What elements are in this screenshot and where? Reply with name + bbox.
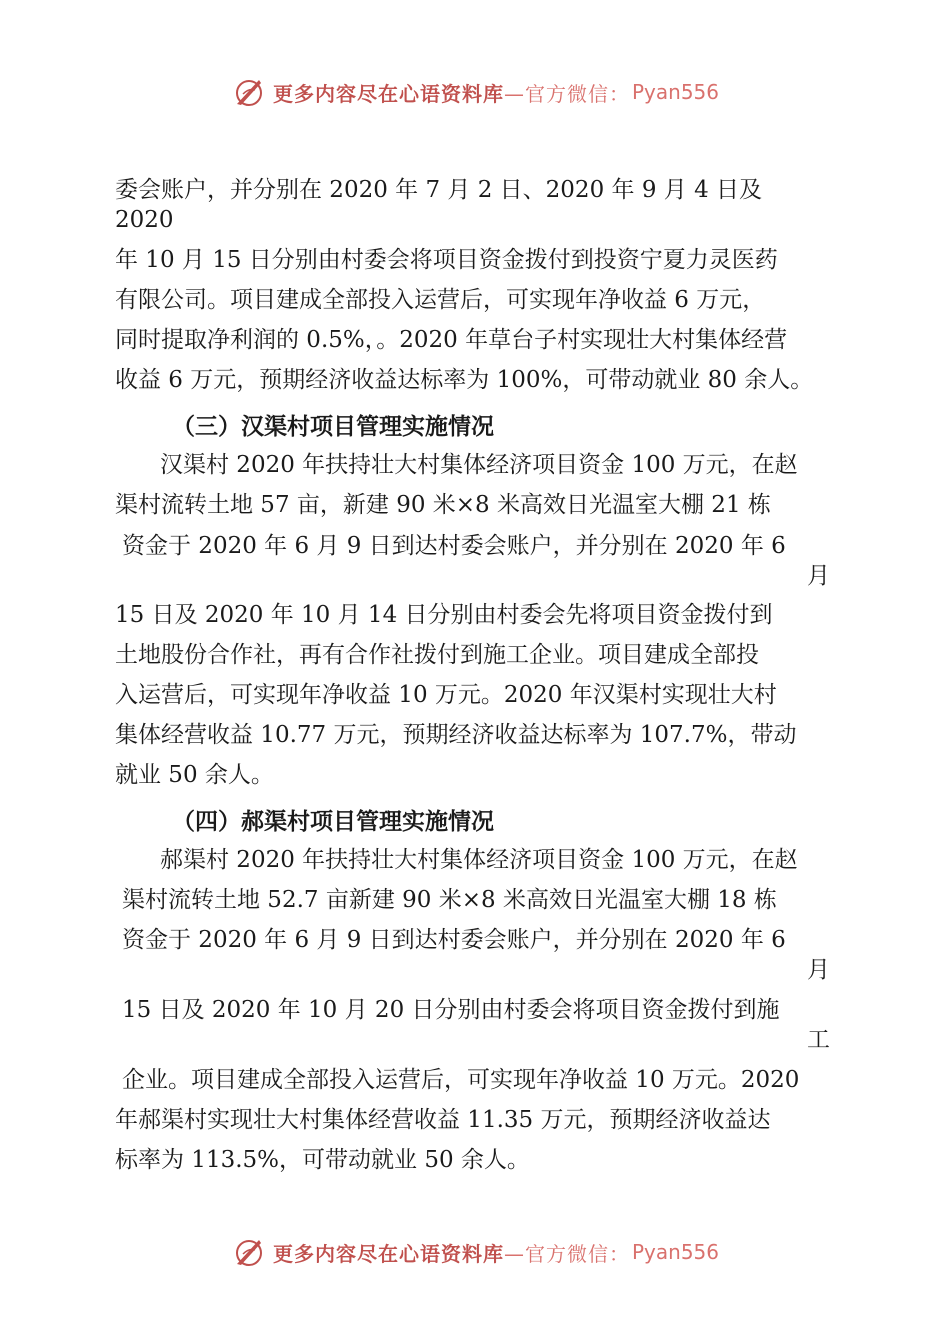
- para3-line-2: 渠村流转土地 52.7 亩新建 90 米×8 米高效日光温室大棚 18 栋: [122, 887, 777, 913]
- para1-line-4: 有限公司。项目建成全部投入运营后，可实现年净收益 6 万元，: [115, 287, 766, 313]
- banner-brand: 更多内容尽在心语资料库: [272, 81, 504, 106]
- section-heading-haoqu: （四）郝渠村项目管理实施情况: [172, 809, 494, 835]
- para2-line-3: 资金于 2020 年 6 月 9 日到达村委会账户，并分别在 2020 年 6: [122, 533, 786, 559]
- para3-line-1: 郝渠村 2020 年扶持壮大村集体经济项目资金 100 万元，在赵: [160, 847, 798, 873]
- quill-pen-logo-icon: [231, 74, 267, 110]
- para3-line-3: 资金于 2020 年 6 月 9 日到达村委会账户，并分别在 2020 年 6: [122, 927, 786, 953]
- para3-line-9: 标率为 113.5%，可带动就业 50 余人。: [115, 1147, 530, 1173]
- para3-line-5: 15 日及 2020 年 10 月 20 日分别由村委会将项目资金拨付到施: [122, 997, 780, 1023]
- banner-wechat-id: Pyan556: [631, 1240, 719, 1264]
- para1-line-1: 委会账户，并分别在 2020 年 7 月 2 日、2020 年 9 月 4 日及: [115, 177, 763, 203]
- para3-line-7: 企业。项目建成全部投入运营后，可实现年净收益 10 万元。2020: [122, 1067, 800, 1093]
- para2-line-8: 集体经营收益 10.77 万元，预期经济收益达标率为 107.7%，带动: [115, 722, 797, 748]
- para1-line-2: 2020: [115, 207, 174, 233]
- header-banner: [0, 70, 950, 114]
- banner-wechat-id: Pyan556: [631, 80, 719, 104]
- para3-line-4: 月: [807, 957, 830, 983]
- para2-line-6: 土地股份合作社，再有合作社拨付到施工企业。项目建成全部投: [115, 642, 759, 668]
- para2-line-2: 渠村流转土地 57 亩，新建 90 米×8 米高效日光温室大棚 21 栋: [115, 492, 771, 518]
- para2-line-5: 15 日及 2020 年 10 月 14 日分别由村委会先将项目资金拨付到: [115, 602, 773, 628]
- banner-brand: 更多内容尽在心语资料库: [272, 1241, 504, 1266]
- para2-line-1: 汉渠村 2020 年扶持壮大村集体经济项目资金 100 万元，在赵: [160, 452, 798, 478]
- para1-line-6: 收益 6 万元，预期经济收益达标率为 100%，可带动就业 80 余人。: [115, 367, 814, 393]
- para1-line-3: 年 10 月 15 日分别由村委会将项目资金拨付到投资宁夏力灵医药: [115, 247, 778, 273]
- section-heading-hanqu: （三）汉渠村项目管理实施情况: [172, 414, 494, 440]
- para2-line-7: 入运营后，可实现年净收益 10 万元。2020 年汉渠村实现壮大村: [115, 682, 777, 708]
- banner-contact-label: —官方微信：: [503, 1241, 630, 1266]
- para1-line-5: 同时提取净利润的 0.5%，。2020 年草台子村实现壮大村集体经营: [115, 327, 788, 353]
- quill-pen-logo-icon: [231, 1234, 267, 1270]
- para2-line-9: 就业 50 余人。: [115, 762, 274, 788]
- para3-line-8: 年郝渠村实现壮大村集体经营收益 11.35 万元，预期经济收益达: [115, 1107, 771, 1133]
- para2-line-4: 月: [807, 563, 830, 589]
- para3-line-6: 工: [807, 1027, 830, 1053]
- banner-contact-label: —官方微信：: [503, 81, 630, 106]
- footer-banner: [0, 1230, 950, 1274]
